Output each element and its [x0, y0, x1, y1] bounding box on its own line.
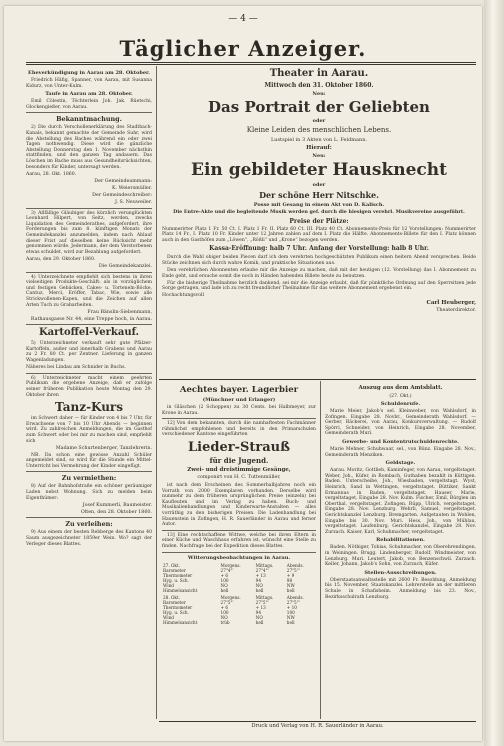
creditors-notice-text: 3) Allfällige Gläubiger des kürzlich verunglückten Leonhard Hilpert, von Seitz, werden, zwecks Liquidation des Gemeinderathes, aufgefordert, ihre Forderungen bis zum 8. künftigen Monats der Gemeindekanzlei anzumelden, indem nach Ablauf dieser Frist auf dieselben keine Rücksicht mehr genommen würde. Jedermann, der dem Verstorbenen etwas schuldet, wird zur Bezahlung aufgefordert. [26, 210, 152, 255]
announcement-heading: Bekanntmachung. [56, 115, 122, 124]
play-two-subtitle: Der schöne Herr Nitschke. [259, 190, 379, 200]
weather-cell: + 6 [220, 572, 229, 578]
announcement-date: Aarau, 28. Okt. 1860. [26, 171, 77, 177]
weather-cell: 27"5"' [255, 599, 269, 605]
songbook-intro: 12] Von dem bekannten, durch die namhaftesten Fachmänner rühmlichst empfohlenen und bereits in den Primarschulen verschiedener Kantone eingeführten [162, 421, 316, 438]
weather-cell: Hyg. u. Sch. [163, 609, 189, 615]
theater-bottom-rule [159, 379, 476, 380]
weather-cell: 27"5"' [286, 599, 300, 605]
column-divider-left [156, 66, 157, 381]
adjacent-page-edge [484, 0, 504, 746]
shop-advert-text: 4) Unterzeichnete empfiehlt sich bestens in ihren vielseitigen Produkte-Geschäft: als in vorzüglichem und festigen Gebäcken, Cakes- u. Torteneln-Böcke, Cantuz, Merci, Eröffer, Tabac, Wie, sowie alle Strickwollenen-Kapen, und die Zeichen auf allen Arten Tuch zu Grabarbeiten. [26, 274, 152, 308]
weather-cell: NO [220, 582, 228, 588]
dance-course-title: Tanz-Kurs [54, 400, 124, 415]
play-two-or: oder [312, 182, 326, 188]
weather-cell: NW [286, 614, 295, 620]
prices-heading: Preise der Plätze: [289, 217, 349, 225]
bankruptcies-text: Aarau. Moritz, Gottlieb, Kaminfeger, von Aarau, vergeltstaget. Weber, Joh., Küfer, in Rombach, Guthaben bezahlt in Küttigen. Baden. Unterscheibe, Joh., Wiesbaden, vergeltstagt. Wyst, Heinrich, Sand in Wettingen, vergeltstaget. Büttiker, Sankt Ermannus in Baden, vergeltstaget. Hauser, Marie, vergeltstaget, Eingabe 28. Nov. Kulm. Fischer, Emil, Bürglen im Oberthal, vergeltstaget. Zofingen. Rüpp, Ulrich, vergeltstaget, Eingabe 28. Nov. Lenzburg. Wehrli, Samuel, vergeltstaget, Gerichtskanzlei Lenzburg. Bremgarten. Aufgetauten in Wohlen, Eingabe bis 30. Nov. Muri. Hess, Joh., von Mühlau, vergeltstaget. Laufenburg. Gerichtskanzlei, Eingabe 28. Nov. Zurzach. Kaiser, Karl, Schuhmacher, vergeltstaget. [325, 468, 476, 535]
left-column [26, 68, 152, 723]
weather-cell: 94 [255, 577, 261, 583]
theater-director-role: Theaterdirektor. [436, 307, 476, 313]
newspaper-page [4, 6, 482, 741]
marriage-heading: Eheverkündigung in Aarau am 28. Oktober. [28, 70, 150, 76]
weather-row [162, 588, 316, 593]
baptism-text: Emil Cölestin, Töchterlein Joh. Jak. Rüetschi, Glockengießer, von Aarau. [26, 99, 152, 110]
theater-body-3: Für die bisherige Theilnahme herzlich dankend, sei mir die Anzeige erlaubt, daß für pünktliche Ordnung auf den Sperrsitzen jede Sorge getragen, und lade ich zu recht freundlicher Theilnahme für das weitere Abonnement ergebenst ein. [162, 280, 476, 292]
weather-header-cell: Morgens. [220, 562, 241, 568]
beer-text: in Gläschen (2 Schoppen) zu 30 Cents. bei Halbmeyer, zur Krone in Aarau. [162, 405, 316, 416]
songbook-author: componirt von H. C. Tuttenmüller, [197, 475, 281, 481]
separator [26, 112, 152, 113]
weather-table-1 [162, 563, 316, 593]
weather-cell: + 9 [286, 572, 295, 578]
weather-cell: Wind [163, 614, 174, 620]
weather-header-cell: Abends. [286, 562, 304, 568]
trade-rights-text: Marie Mehner, Schuhwaar, sel., von Bünz. Eingabe 28. Nov., Gemeinderath Menziken. [325, 447, 476, 458]
theater-title: Theater in Aarau. [269, 68, 369, 79]
weather-cell: Barometer [163, 599, 186, 605]
baptism-heading: Taufe in Aarau am 28. Oktober. [45, 91, 133, 98]
separator [26, 471, 152, 472]
marriage-text: Friedrich Häfig, Spanner, von Aarau, mit Susanna Kidurz, von Unter-Kulm. [26, 78, 152, 89]
theater-date: Mittwoch den 31. Oktober 1860. [264, 82, 374, 89]
potato-sale-text: 5) Unterzeichneter verkauft sehr gute Pfälzer-Kartoffeln, außer und innerhalb Grabens und Aarau zu 2 Fr. 80 Ct. per Zentner. Lieferung in ganzen Wagenladungen. [26, 341, 152, 364]
weather-cell: Barometer [163, 567, 186, 573]
weather-cell: 27"4"' [255, 567, 269, 573]
footer-rule [159, 721, 476, 722]
announcement-signature-role: Der Gemeindeammann: [94, 178, 152, 184]
weather-header-cell: Mittags. [255, 594, 274, 600]
weather-cell: Thermometer [163, 604, 193, 610]
masthead-rule-2 [26, 64, 476, 65]
bankruptcies-heading: Geldstage. [385, 460, 416, 467]
weather-cell: NO [255, 614, 263, 620]
middle-column [162, 383, 316, 721]
weather-cell: 100 [286, 609, 295, 615]
separator [26, 324, 152, 325]
to-rent-text: 8) Auf der Bahnhofstraße ein schöner geräumiger Laden nebst Wohnung. Sich zu melden beim Eigenthümer: [26, 484, 152, 501]
songbook-title: Lieder-Strauß [188, 439, 290, 455]
separator [162, 552, 316, 553]
weather-header-cell: 28. Okt. [163, 594, 180, 600]
announcement-text: 2) Die durch Verschollenerklärung des Stadtbach-Kanals, bekannt gemachte der Gemeinde Suhr, wird die Abstellung des Baches während ein oder zwei Tagen nothwendig. Diese wird die gänzliche Abstellung Donnerstag den 1. November nächsthin stattfinden, und den ganzen Tag andauern. Das Löschen im Bache muss aus Gesundheitsrücksichten, besonders für Kinder, untersagt werden. [26, 125, 152, 170]
announcement-signature-name-2: J. S. Neuweiler. [114, 200, 152, 205]
separator [162, 418, 316, 419]
weather-cell: Hyg. u. Sch. [163, 577, 189, 583]
play-two-genre: Posse mit Gesang in einem Akt von D. Kalisch. [253, 202, 385, 208]
widow-notice: 13] Eine rechtschaffene Wittwe, welche bei ihren Eltern in einer Küche und Waschhaus erfahren ist, wünscht eine Stelle zu finden. Nachfrage bei der Expedition dieses Blattes. [162, 532, 316, 549]
weather-cell: 100 [220, 577, 229, 583]
beer-subtitle: (Münchner und Erlanger) [202, 397, 276, 403]
weather-cell: NO [220, 614, 228, 620]
beer-title: Aechtes bayer. Lagerbier [179, 385, 299, 395]
theater-body-1: Durch die Wahl obiger beiden Piecen darf ich dem verehrten hochgeschätzten Publikum einen heitern Abend versprechen. Beide Stücke zeichnen sich durch wahre Komik, und praktische Situationen aus. [162, 255, 476, 266]
theater-body-2: Den verehrlichen Abonnenten erlaube mir die Anzeige zu machen, daß mit der heutigen (12. Vorstellung) das I. Abonnement zu Ende geht, und ersuche somit die noch in Händen habenden Billete heute zu benutzen. [162, 268, 476, 279]
weather-cell: + 10 [286, 604, 297, 610]
job-postings-text: Oberstaatsanwaltsstelle mit 2600 Fr. Besoldung, Anmeldung bis 15. November, Staatskanzlei. Lehrerstelle an der mittleren Schule in Schafisheim. Anmeldung bis 23. Nov., Bezirksschulrath Lenzburg. [325, 577, 476, 600]
weather-cell: trüb [220, 619, 230, 625]
theater-director-name: Carl Heuberger, [426, 299, 476, 306]
debt-calls-text: Marie Meier, Jakob's sel. Kleinweber, von Wahlsdorf, in Zofingen. Eingabe 28. Novbr., Gemeinderath Wahlsdorf. — Gerber, Bäckerei, von Aarau, Konkursverwaltung. — Rudolf Spörri, Schneider, von Heinrich, Eingabe 28. November, Gemeinderath Muri. [325, 409, 476, 437]
page-number: — 4 — [228, 14, 258, 24]
announcement-signature-name: K. Weiersmüller. [112, 185, 152, 191]
to-lend-text: 9) Aus einem der besten Rebberge des Kantons 40 Saum ausgezeichneter 1859er Wein. Wo? sagt der Verleger dieses Blattes. [26, 530, 152, 547]
trade-rights-heading: Gewerbe- und Kontentrutschuldenrechte. [342, 439, 459, 446]
music-note: Die Entre-Akte und die begleitende Musik werden gef. durch die hiesigen verehrl. Musikvereine ausgeführt. [173, 209, 465, 215]
weather-cell: hell [286, 619, 295, 625]
weather-cell: 94 [255, 609, 261, 615]
weather-cell: hell [255, 619, 264, 625]
weather-header-cell: Morgens. [220, 594, 241, 600]
weather-cell: 98 [286, 577, 293, 583]
theater-new-label: Neu: [312, 91, 326, 97]
prices-text: Nummerirter Platz 1 Fr. 50 Ct. I. Platz 1 Fr. II. Platz 60 Ct. III. Platz 40 Ct. Abonnements-Preis für 12 Vorstellungen: Nummerirter Platz 14 Fr., I. Platz 10 Fr. Kinder unter 12 Jahren zahlen auf dem I. Platz die Hälfte. Abonnements-Billete für den I. Platz können auch in den Gasthöfen zum „Löwen“, „Rößli“ und „Krone“ bezogen werden. [162, 226, 476, 243]
to-lend-heading: Zu verleihen: [65, 520, 113, 529]
imprint: Druck und Verlag von H. R. Sauerländer in Aarau. [251, 723, 384, 729]
dance-course-intro: 6) Unterzeichneter macht einem geehrten Publikum die ergebene Anzeige, daß er zufolge seiner früheren Publikation heute Montag den 29. Oktober ihren [26, 375, 152, 398]
theater-sign-lead: Hochachtungsvoll [162, 293, 204, 299]
creditors-notice-signature: Die Gemeindekanzlei. [98, 263, 152, 269]
announcement-signature-role-2: Der Gemeindeschreiber: [92, 192, 152, 198]
shop-advert-address: Rathausgasse Nr. 44, eine Treppe hoch, in Aarau. [30, 316, 152, 322]
gazette-extract-title: Auszug aus dem Amtsblatt. [358, 385, 443, 391]
shop-advert-signature: Frau Bänslin-Siebenmann, [87, 309, 152, 315]
column-divider-left-lower [156, 381, 157, 719]
weather-cell: hell [255, 587, 264, 593]
songbook-subtitle-2: Zwei- und dreistimmige Gesänge, [187, 466, 291, 473]
play-one-or: oder [312, 118, 326, 124]
songbook-text: ist nach dem Erscheinen des Sommerhalbjahres noch ein Vorrath von 2000 Exemplaren vorhanden. Derselbe wird nunmehr zu dem früheren ursprünglichen Preise (einzeln) bei Kaufleuten und im Verlag zu haben. Buch- und Musikalienhandlungen und Kinderwarte-Anstalten — alles vorräthig zu den bisherigen Preisen. Die Ladenhandlung bei Hauenstein in Zofingen, H. R. Sauerländer in Aarau und ferner Autor. [162, 483, 316, 528]
masthead-rule [26, 62, 476, 63]
to-rent-heading: Zu vermiethen: [61, 474, 117, 483]
separator [26, 517, 152, 518]
weather-cell: 27"4"' [220, 567, 234, 573]
right-column [325, 383, 476, 713]
weather-cell: 27"5"' [220, 599, 234, 605]
separator [26, 272, 152, 273]
weather-cell: hell [286, 587, 295, 593]
weather-header-cell: 27. Okt. [163, 562, 180, 568]
weather-header-cell: Abends. [286, 594, 304, 600]
weather-cell: Himmelsansicht [163, 587, 198, 593]
separator [162, 530, 316, 531]
play-one-genre: Lustspiel in 3 Akten von L. Feldmann. [270, 137, 368, 143]
job-postings-heading: Stellen-Ausschreibungen. [364, 569, 437, 576]
theater-then-label: Hierauf: [306, 145, 332, 151]
weather-cell: NO [255, 582, 263, 588]
dance-course-text: im Schwert daher — für Kinder von 4 bis 7 Uhr, für Erwachsene von 7 bis 10 Uhr Abends — beginnen wird. Zu zahlreichen Anmeldungen, die im Gasthof zum Schwert oder bei mir zu machen sind, empfiehlt sich [26, 416, 152, 444]
play-one-title: Das Portrait der Geliebten [208, 98, 430, 116]
column-divider-right [320, 381, 321, 719]
dance-course-note: NB. Da schon eine gewisse Anzahl Schüler angemeldet sind, so wird für die Stunde ein Mittel-Unterricht bei Vermehrung der Kinder eingefügt. [26, 452, 152, 469]
weather-header-cell: Mittags. [255, 562, 274, 568]
potato-sale-contact: Näheres bei Lindau am Schnider in Buchs. [26, 365, 126, 371]
weather-cell: Thermometer [163, 572, 193, 578]
gazette-extract-date: (27. Okt.) [389, 393, 412, 399]
separator [26, 373, 152, 374]
theater-new-label-2: Neu: [312, 153, 326, 159]
weather-cell: + 13 [255, 572, 266, 578]
weather-cell: + 13 [255, 604, 266, 610]
debt-calls-heading: Schuldenrufe. [380, 401, 421, 408]
opening-times: Kassa-Eröffnung: halb 7 Uhr. Anfang der Vorstellung: halb 8 Uhr. [209, 245, 429, 253]
separator [26, 208, 152, 209]
weather-title: Witterungsbeobachtungen in Aarau. [187, 554, 291, 561]
to-rent-signature: Josef Kummerli, Baumeister. [82, 502, 152, 508]
weather-cell: 27"5"' [286, 567, 300, 573]
masthead-title: Täglicher Anzeiger. [119, 36, 367, 61]
creditors-notice-date: Aarau, den 29. Oktober 1860. [26, 256, 96, 262]
rehabilitations-text: Baden. Nöthiger, Tobias, Schuhmacher, von Oberehrendingen, in Weiningen. Brugg. Lindenberger, Rudolf, Windmeister, von Lenzburg. Muri. Leutert, Jakob, von Benzenschwil. Zurzach. Keller, Johann, Jakob's Sohn, von Zurzach, Küfer. [325, 545, 476, 568]
dance-course-signature: Madame Schurtenberger, Tanzlehrerin. [55, 445, 152, 451]
play-one-subtitle: Kleine Leiden des menschlichen Lebens. [246, 126, 392, 134]
potato-sale-title: Kartoffel-Verkauf. [38, 327, 140, 339]
weather-cell: + 6 [220, 604, 229, 610]
play-two-title: Ein gebildeter Hausknecht [191, 160, 447, 180]
weather-cell: 100 [220, 609, 229, 615]
weather-row [162, 620, 316, 625]
to-rent-date: Olten, den 28. Oktober 1860. [80, 509, 152, 515]
theater-advert [162, 66, 476, 378]
weather-cell: Wind [163, 582, 174, 588]
rehabilitations-heading: Rehabilitationen. [376, 537, 425, 544]
weather-table-2 [162, 595, 316, 625]
weather-cell: NW [286, 582, 295, 588]
weather-cell: Himmelsansicht [163, 619, 198, 625]
songbook-subtitle: für die Jugend. [209, 455, 269, 465]
weather-cell: hell [220, 587, 229, 593]
